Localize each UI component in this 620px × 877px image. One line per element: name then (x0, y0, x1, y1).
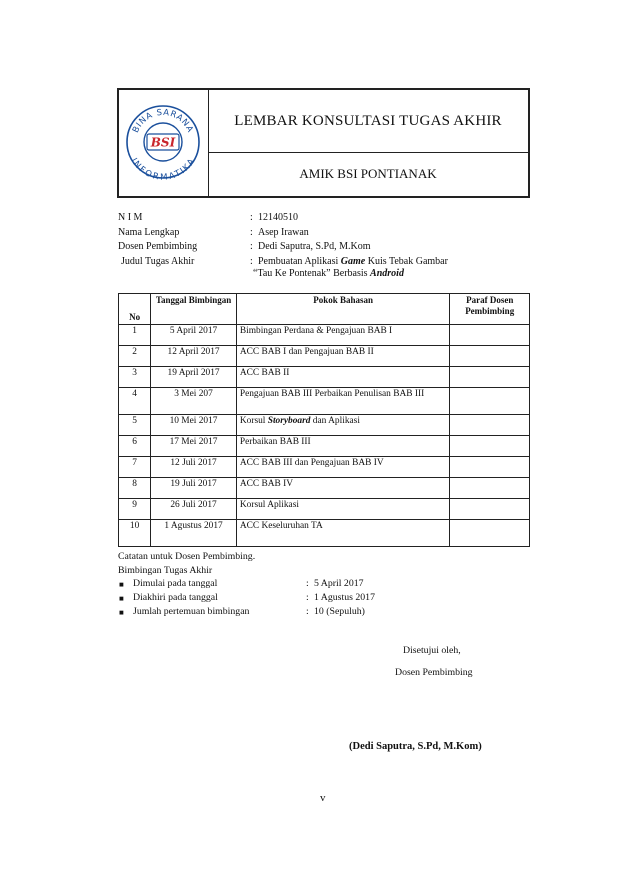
table-row: 6 17 Mei 2017 Perbaikan BAB III (119, 436, 530, 457)
header-topic: Pokok Bahasan (236, 294, 450, 325)
nim-label: N I M (118, 212, 143, 223)
end-date-value: 1 Agustus 2017 (314, 592, 375, 603)
signature-cell (450, 457, 530, 478)
notes-line2: Bimbingan Tugas Akhir (118, 564, 213, 576)
bullet-icon: ■ (119, 580, 124, 589)
logo-top-text: BINA SARANA (130, 107, 196, 135)
signature-cell (450, 388, 530, 415)
meeting-count-value: 10 (Sepuluh) (314, 606, 365, 617)
advisor-label: Dosen Pembimbing (118, 241, 198, 252)
table-row: 4 3 Mei 207 Pengajuan BAB III Perbaikan Penulisan BAB III (119, 388, 530, 415)
table-header-row (119, 294, 530, 325)
table-row: 1 5 April 2017 Bimbingan Perdana & Pengajuan BAB I (119, 325, 530, 346)
bsi-logo (119, 90, 208, 196)
signature-cell (450, 478, 530, 499)
logo-mark: BSI (150, 135, 176, 150)
signature-cell (450, 367, 530, 388)
page-title: LEMBAR KONSULTASI TUGAS AKHIR (208, 90, 528, 153)
end-date-label: Diakhiri pada tanggal (133, 592, 218, 603)
svg-text:BINA SARANA (131, 108, 195, 135)
table-row: 7 12 Juli 2017 ACC BAB III dan Pengajuan BAB IV (119, 457, 530, 478)
signature-cell (450, 325, 530, 346)
thesis-title-label: Judul Tugas Akhir (121, 255, 195, 267)
thesis-title-value: Pembuatan Aplikasi Game Kuis Tebak Gambar (258, 255, 448, 267)
table-row: 10 1 Agustus 2017 ACC Keseluruhan TA (119, 520, 530, 547)
thesis-title-value-line2: “Tau Ke Pontenak” Berbasis Android (253, 268, 404, 279)
table-row: 8 19 Juli 2017 ACC BAB IV (119, 478, 530, 499)
bullet-icon: ■ (119, 594, 124, 603)
page-number: v (320, 792, 326, 804)
header-date: Tanggal Bimbingan (151, 294, 237, 325)
advisor-signature-name: (Dedi Saputra, S.Pd, M.Kom) (349, 741, 482, 752)
header-box (117, 88, 530, 198)
logo-cell (119, 90, 209, 196)
start-date-value: 5 April 2017 (314, 578, 364, 589)
start-date-label: Dimulai pada tanggal (133, 578, 218, 589)
nim-value: 12140510 (258, 212, 298, 223)
signature-cell (450, 520, 530, 547)
signature-cell (450, 415, 530, 436)
header-no: No (119, 294, 151, 325)
logo-bottom-text: INFORMATIKA (128, 156, 198, 183)
signature-cell (450, 346, 530, 367)
table-row: 2 12 April 2017 ACC BAB I dan Pengajuan BAB II (119, 346, 530, 367)
approved-text: Disetujui oleh, (403, 645, 461, 656)
table-row: 5 10 Mei 2017 Korsul Storyboard dan Aplikasi (119, 415, 530, 436)
institution-name: AMIK BSI PONTIANAK (299, 166, 437, 181)
consultation-table (118, 293, 530, 547)
bullet-icon: ■ (119, 608, 124, 617)
advisor-role: Dosen Pembimbing (395, 667, 473, 678)
signature-cell (450, 499, 530, 520)
meeting-count-label: Jumlah pertemuan bimbingan (133, 606, 250, 617)
advisor-value: Dedi Saputra, S.Pd, M.Kom (258, 241, 371, 252)
signature-cell (450, 436, 530, 457)
name-value: Asep Irawan (258, 226, 309, 238)
header-signature: Paraf Dosen Pembimbing (450, 294, 530, 325)
name-label: Nama Lengkap (118, 226, 180, 238)
table-row: 9 26 Juli 2017 Korsul Aplikasi (119, 499, 530, 520)
notes-line1: Catatan untuk Dosen Pembimbing. (118, 551, 256, 562)
table-row: 3 19 April 2017 ACC BAB II (119, 367, 530, 388)
